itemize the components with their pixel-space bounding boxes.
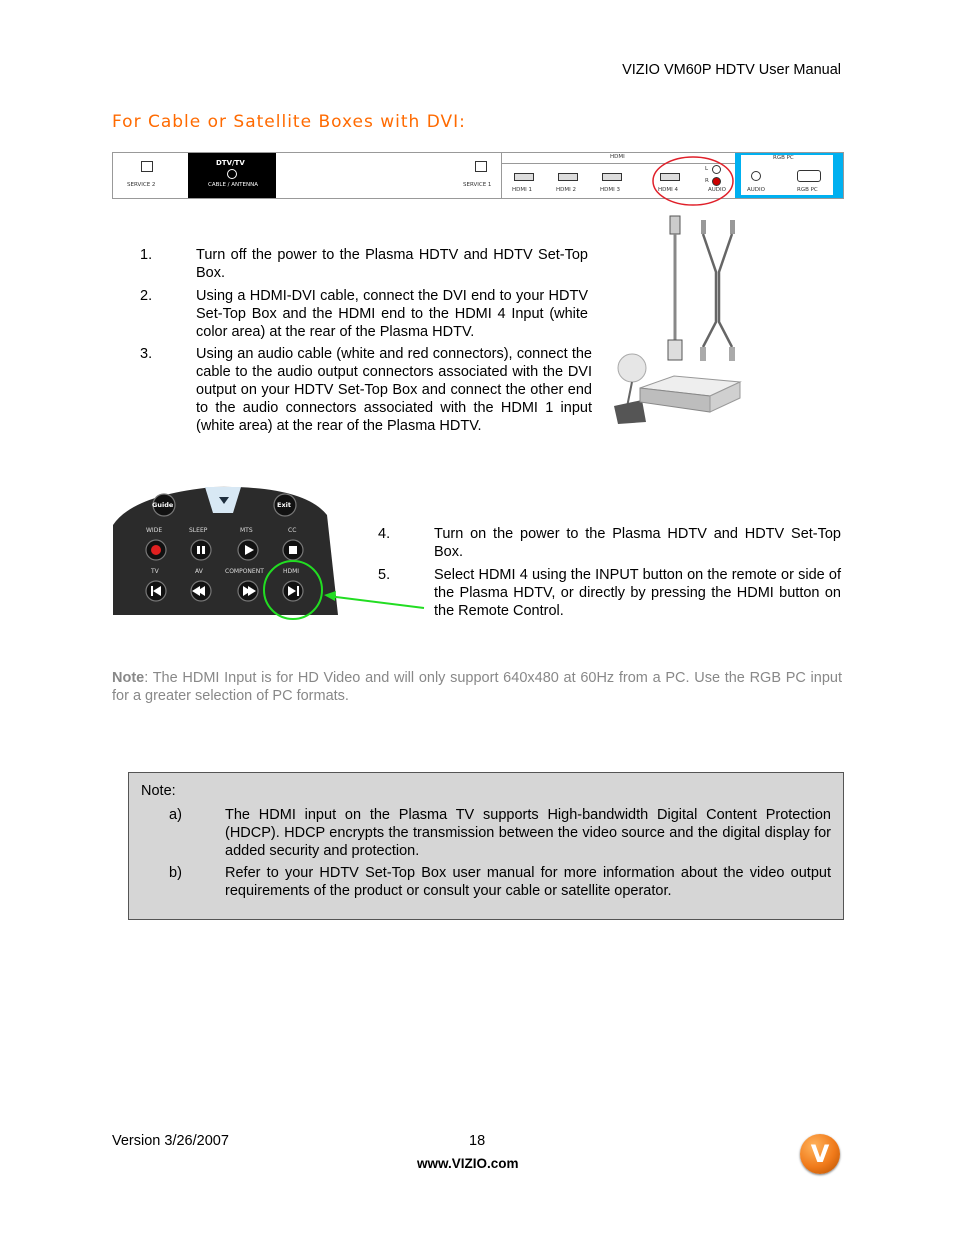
- remote-mts-label: MTS: [240, 527, 253, 534]
- hdmi2-label: HDMI 2: [556, 187, 576, 193]
- footer-page-number: 18: [469, 1133, 486, 1149]
- pc-audio-jack-icon: [751, 171, 761, 181]
- remote-sleep-label: SLEEP: [189, 527, 208, 534]
- remote-guide-label: Guide: [152, 501, 174, 509]
- hdmi1-port-icon: [514, 173, 534, 181]
- satellite-dish-icon: [618, 354, 646, 382]
- remote-hdmi-label: HDMI: [283, 568, 300, 575]
- service2-area: [113, 153, 188, 198]
- record-icon: [151, 545, 161, 555]
- remote-tv-label: TV: [151, 568, 159, 575]
- cable-settop-illustration: [612, 212, 744, 424]
- vizio-logo: [800, 1134, 840, 1174]
- hdmi-group-label: HDMI: [610, 154, 625, 160]
- audio-label: AUDIO: [708, 187, 726, 193]
- remote-exit-label: Exit: [277, 501, 291, 509]
- hdmi-input-note: [112, 669, 842, 705]
- remote-component-label: COMPONENT: [225, 568, 264, 575]
- note-box: [128, 772, 844, 920]
- remote-wide-label: WIDE: [146, 527, 163, 534]
- hdmi3-label: HDMI 3: [600, 187, 620, 193]
- note-box-title: Note:: [141, 783, 176, 799]
- highlight-circle-red: [650, 154, 736, 208]
- hdmi2-port-icon: [558, 173, 578, 181]
- audio-r-label: R: [705, 178, 709, 184]
- cable-antenna-label: CABLE / ANTENNA: [208, 182, 258, 188]
- stop-icon: [289, 546, 297, 554]
- dtv-tv-area: [188, 153, 276, 198]
- ethernet-port-icon: [475, 161, 487, 172]
- footer-url: www.VIZIO.com: [417, 1156, 519, 1171]
- list-item: 2. Using a HDMI-DVI cable, connect the DVI end to your HDTV Set-Top Box and the HDMI end to the HDMI 4 Input (white color area) at the rear of the Plasma HDTV.: [140, 288, 588, 340]
- vizio-logo-letter: V: [810, 1140, 830, 1168]
- note-text: : The HDMI Input is for HD Video and will only support 640x480 at 60Hz from a PC. Use the RGB PC input for a greater selection of PC formats.: [112, 670, 842, 704]
- hdmi4-label: HDMI 4: [658, 187, 678, 193]
- service2-label: SERVICE 2: [127, 182, 156, 188]
- hdmi1-label: HDMI 1: [512, 187, 532, 193]
- note-label: Note: [112, 670, 145, 686]
- dtv-tv-label: DTV/TV: [216, 159, 245, 167]
- rgb-pc-label: RGB PC: [797, 187, 818, 193]
- list-item: 5. Select HDMI 4 using the INPUT button on the remote or side of the Plasma HDTV, or directly by pressing the HDMI button on the Remote Control.: [378, 567, 841, 619]
- rgb-pc-group: [735, 153, 843, 198]
- pause-icon: [197, 546, 200, 554]
- ethernet-port-icon: [141, 161, 153, 172]
- coax-port-icon: [227, 169, 237, 179]
- section-title: For Cable or Satellite Boxes with DVI:: [112, 112, 466, 132]
- dvi-connector-icon: [668, 340, 682, 360]
- list-item: a) The HDMI input on the Plasma TV supports High-bandwidth Digital Content Protection (HDCP). HDCP encrypts the transmission between the video source and the digital display for added security and protection.: [169, 807, 831, 859]
- rgb-audio-label: AUDIO: [747, 187, 765, 193]
- hdmi3-port-icon: [602, 173, 622, 181]
- document-header: VIZIO VM60P HDTV User Manual: [622, 62, 841, 78]
- footer-version: Version 3/26/2007: [112, 1133, 229, 1149]
- service1-area: [453, 153, 503, 198]
- list-item: 3. Using an audio cable (white and red connectors), connect the cable to the audio output connectors associated with the DVI output on your HDTV Set-Top Box and connect the other end to the audio connectors associated with the HDMI 1 input (white area) at the rear of the Plasma HDTV.: [140, 346, 592, 434]
- service1-label: SERVICE 1: [463, 182, 492, 188]
- remote-cc-label: CC: [288, 527, 297, 534]
- hdmi-connector-icon: [670, 216, 680, 234]
- list-item: 4. Turn on the power to the Plasma HDTV and HDTV Set-Top Box.: [378, 526, 841, 560]
- remote-av-label: AV: [195, 568, 203, 575]
- list-item: b) Refer to your HDTV Set-Top Box user manual for more information about the video output requirements of the product or consult your cable or satellite operator.: [169, 865, 831, 899]
- list-item: 1. Turn off the power to the Plasma HDTV and HDTV Set-Top Box.: [140, 247, 588, 281]
- rgb-group-label: RGB PC: [773, 155, 794, 161]
- audio-l-label: L: [705, 166, 709, 172]
- vga-port-icon: [797, 170, 821, 182]
